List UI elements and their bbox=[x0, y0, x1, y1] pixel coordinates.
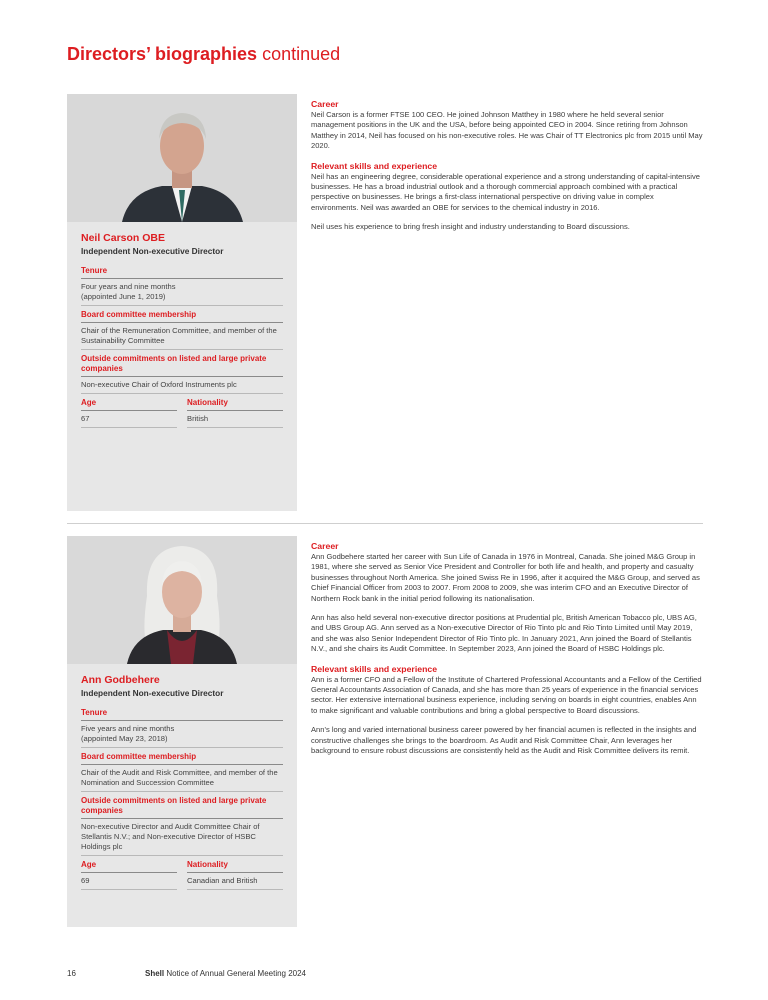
career-heading: Career bbox=[311, 541, 339, 551]
skills-paragraph: Ann’s long and varied international business career powered by her financial acumen is reflected in the insights and constructive challenges she brings to the boardroom. As Audit and Risk Committee Chair, Ann leverages her background to ensure robust discussions are consistently held as the Audit and Risk Committee delivers its remit. bbox=[311, 725, 697, 756]
page-title bbox=[67, 44, 340, 65]
tenure-value: Four years and nine months (appointed June 1, 2019) bbox=[81, 279, 283, 306]
director-photo-neil-carson bbox=[67, 94, 297, 222]
page-title-main: Directors’ biographies bbox=[67, 44, 258, 64]
page-title-continued: continued bbox=[262, 44, 341, 64]
skills-heading: Relevant skills and experience bbox=[311, 160, 438, 171]
nationality-label: Nationality bbox=[187, 398, 283, 411]
career-paragraph: Ann has also held several non-executive director positions at Prudential plc, British American Tobacco plc, UBS AG, and UBS Group AG. Ann served as a Non-executive Director of Rio Tinto plc and Rio Tinto Limited until May 2019, and she was also Senior Independent Director of Rio Tinto plc. In January 2021, Ann joined the Board of Stellantis N.V., and she chairs its Audit Committee. In September 2023, Ann joined the Board of HSBC Holdings plc. bbox=[311, 613, 697, 654]
board-committee-label: Board committee membership bbox=[81, 752, 283, 765]
footer-doc-name: Notice of Annual General Meeting 2024 bbox=[166, 969, 307, 978]
director-panel-neil-carson bbox=[67, 94, 297, 511]
director-name: Ann Godbehere bbox=[81, 674, 160, 686]
page-number: 16 bbox=[67, 969, 76, 978]
footer-brand: Shell bbox=[145, 969, 165, 978]
nationality-value: Canadian and British bbox=[187, 873, 283, 890]
director-role: Independent Non-executive Director bbox=[81, 246, 224, 256]
age-value: 67 bbox=[81, 411, 177, 428]
director-photo-ann-godbehere bbox=[67, 536, 297, 664]
board-committee-value: Chair of the Remuneration Committee, and member of the Sustainability Committee bbox=[81, 323, 283, 350]
director-name: Neil Carson OBE bbox=[81, 232, 166, 244]
director-bio-neil-carson bbox=[311, 99, 703, 242]
director-bio-ann-godbehere bbox=[311, 541, 703, 766]
outside-commitments-value: Non-executive Director and Audit Committee Chair of Stellantis N.V.; and Non-executive Director of HSBC Holdings plc bbox=[81, 819, 283, 856]
skills-heading: Relevant skills and experience bbox=[311, 663, 438, 674]
nationality-value: British bbox=[187, 411, 283, 428]
career-paragraph: Neil Carson is a former FTSE 100 CEO. He joined Johnson Matthey in 1980 where he held several senior management positions in the UK and the USA, before being appointed CEO in 2004. Since retiring from Johnson Matthey in 2014, Neil has focused on his non-executive roles. He was Chair of TT Electronics plc from 2015 until May 2020. bbox=[311, 110, 703, 151]
footer-document-title bbox=[145, 969, 306, 978]
age-value: 69 bbox=[81, 873, 177, 890]
board-committee-label: Board committee membership bbox=[81, 310, 283, 323]
board-committee-value: Chair of the Audit and Risk Committee, and member of the Nomination and Succession Committee bbox=[81, 765, 283, 792]
skills-paragraph: Ann is a former CFO and a Fellow of the Institute of Chartered Professional Accountants and a Fellow of the Certified General Accountants Association of Canada, and she has more than 25 years of experience in the financial services sector. Her extensive international business experience, including serving on boards in eight countries, enables Ann to make significant and valuable contributions and bring a global perspective to Board discussions. bbox=[311, 674, 702, 715]
outside-commitments-label: Outside commitments on listed and large private companies bbox=[81, 354, 283, 377]
skills-paragraph: Neil uses his experience to bring fresh insight and industry understanding to Board discussions. bbox=[311, 222, 630, 232]
outside-commitments-label: Outside commitments on listed and large private companies bbox=[81, 796, 283, 819]
tenure-value: Five years and nine months (appointed May 23, 2018) bbox=[81, 721, 283, 748]
director-role: Independent Non-executive Director bbox=[81, 688, 224, 698]
age-label: Age bbox=[81, 860, 177, 873]
director-panel-ann-godbehere bbox=[67, 536, 297, 927]
section-divider bbox=[67, 523, 703, 524]
nationality-label: Nationality bbox=[187, 860, 283, 873]
career-heading: Career bbox=[311, 99, 339, 109]
age-label: Age bbox=[81, 398, 177, 411]
tenure-label: Tenure bbox=[81, 708, 283, 721]
outside-commitments-value: Non-executive Chair of Oxford Instruments plc bbox=[81, 377, 283, 394]
tenure-label: Tenure bbox=[81, 266, 283, 279]
career-paragraph: Ann Godbehere started her career with Sun Life of Canada in 1976 in Montreal, Canada. She joined M&G Group in 1981, where she served as Senior Vice President and Controller for both life and health, and property and casualty businesses throughout North America. She joined Swiss Re in 1996, after it acquired the M&G Group, and served as Chief Financial Officer from 2003 to 2007. From 2008 to 2009, she was interim CFO and an Executive Director of Northern Rock bank in the initial period following its nationalisation. bbox=[311, 552, 700, 603]
skills-paragraph: Neil has an engineering degree, considerable operational experience and a strong understanding of capital-intensive businesses. He has a broad industrial outlook and a thorough commercial approach combined with a practical perspective on businesses. He brings a first-class international perspective on driving value in complex environments. Neil was awarded an OBE for services to the chemical industry in 2016. bbox=[311, 171, 700, 212]
